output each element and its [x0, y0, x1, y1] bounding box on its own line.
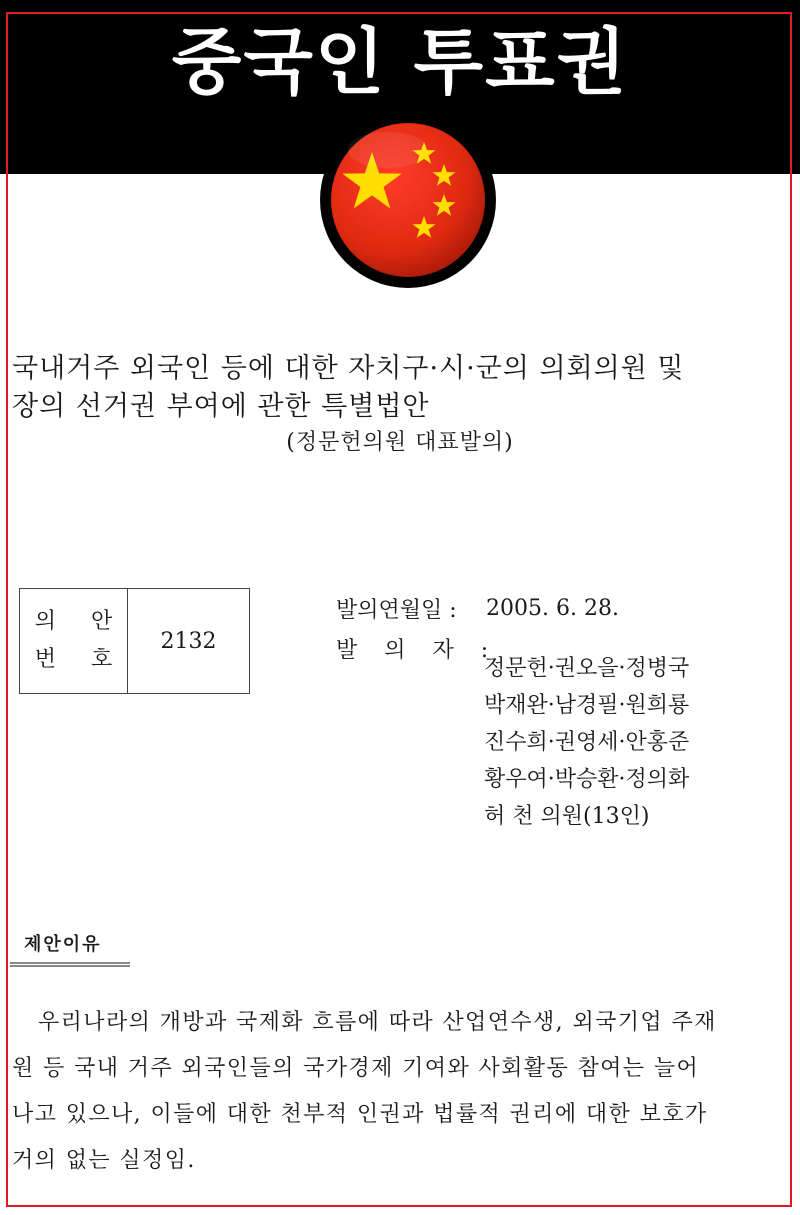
- bill-title: [12, 350, 792, 426]
- proposer-line: 진수희·권영세·안홍준: [484, 730, 690, 755]
- proposer-list: [484, 650, 689, 835]
- china-flag-icon: [318, 110, 498, 290]
- banner-title: 중국인 투표권: [171, 20, 629, 104]
- bill-number-value: 2132: [160, 628, 217, 654]
- reason-line: 원 등 국내 거주 외국인들의 국가경제 기여와 사회활동 참여는 늘어: [12, 1056, 700, 1081]
- proposer-line: 허 천 의원(13인): [484, 804, 650, 829]
- bill-number-label: [20, 589, 128, 693]
- proposer-line: 황우여·박승환·정의화: [484, 767, 690, 792]
- reason-line: 우리나라의 개방과 국제화 흐름에 따라 산업연수생, 외국기업 주재: [38, 1010, 717, 1035]
- reason-line: 거의 없는 실정임.: [12, 1148, 196, 1173]
- bill-number-label-line: 번 호: [34, 647, 127, 672]
- proposer-label: 발 의 자 :: [336, 637, 499, 663]
- sponsor-note: (정문헌의원 대표발의): [286, 430, 514, 455]
- reason-text: [12, 1000, 788, 1184]
- bill-number-box: [19, 588, 250, 694]
- bill-title-line: 장의 선거권 부여에 관한 특별법안: [12, 391, 430, 422]
- proposer-line: 박재완·남경필·원희룡: [484, 693, 690, 718]
- section-heading: 제안이유: [24, 934, 102, 955]
- section-rule: [10, 962, 130, 967]
- bill-title-line: 국내거주 외국인 등에 대한 자치구·시·군의 의회의원 및: [12, 353, 685, 384]
- date-value: 2005. 6. 28.: [486, 595, 619, 621]
- date-label: 발의연월일 :: [336, 597, 457, 623]
- date-row: [336, 588, 796, 628]
- reason-line: 나고 있으나, 이들에 대한 천부적 인권과 법률적 권리에 대한 보호가: [12, 1102, 708, 1127]
- proposer-line: 정문헌·권오을·정병국: [484, 656, 690, 681]
- bill-number-label-line: 의 안: [34, 609, 127, 634]
